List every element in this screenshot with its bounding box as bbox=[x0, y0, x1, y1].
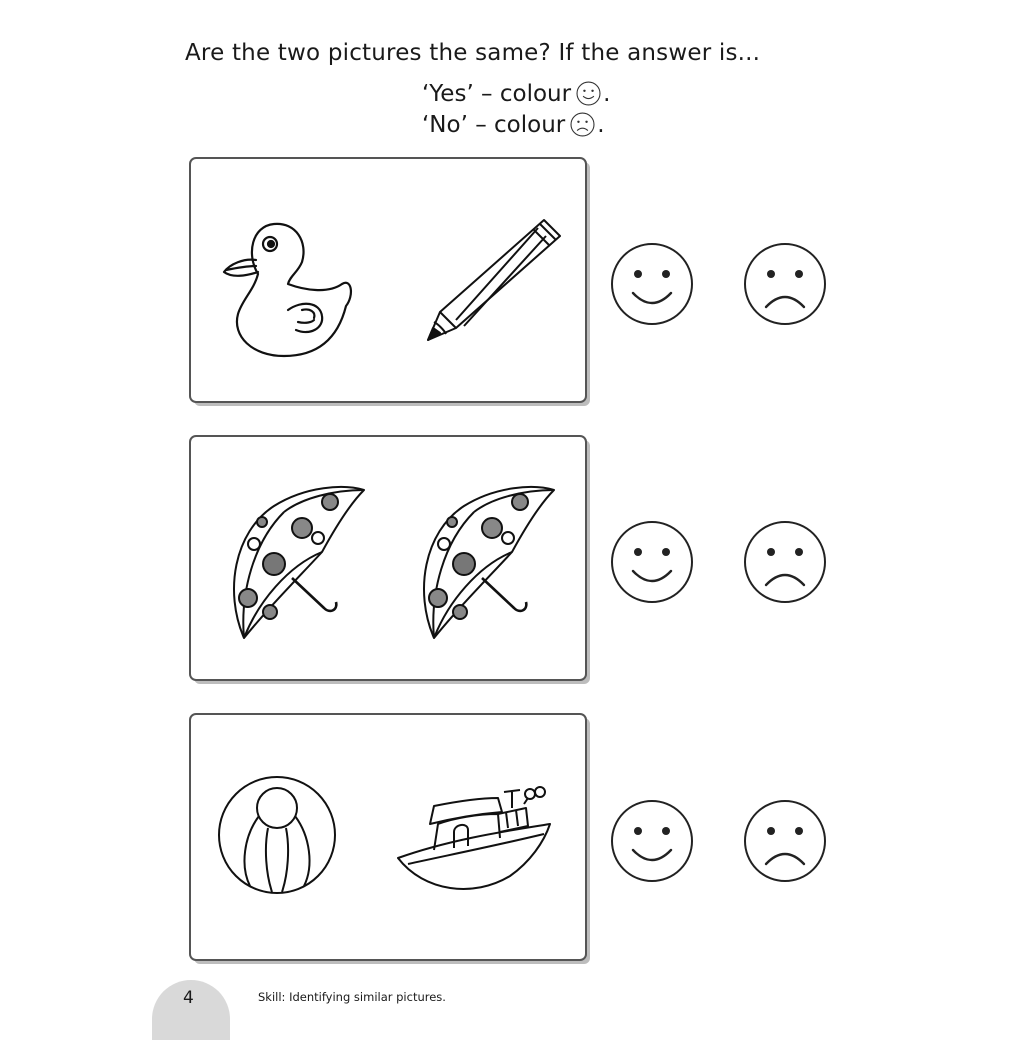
sad-face-icon[interactable] bbox=[742, 798, 828, 884]
yes-rule-label: ‘Yes’ – colour bbox=[422, 80, 572, 107]
yes-rule bbox=[422, 80, 610, 107]
boat-icon bbox=[394, 772, 554, 902]
happy-face-icon[interactable] bbox=[609, 241, 695, 327]
no-rule-label: ‘No’ – colour bbox=[422, 111, 566, 138]
yes-rule-period: . bbox=[603, 80, 611, 107]
question-heading: Are the two pictures the same? If the answer is... bbox=[185, 40, 761, 66]
happy-face-icon[interactable] bbox=[609, 519, 695, 605]
happy-face-icon[interactable] bbox=[609, 798, 695, 884]
umbrella-icon bbox=[214, 482, 374, 642]
umbrella-icon bbox=[404, 482, 564, 642]
sad-face-icon[interactable] bbox=[742, 519, 828, 605]
mini-sad-face-icon bbox=[569, 111, 596, 138]
pencil-icon bbox=[422, 214, 572, 349]
picture-panel-1 bbox=[188, 156, 592, 408]
page-number: 4 bbox=[183, 988, 194, 1008]
beach-ball-icon bbox=[216, 774, 338, 896]
no-rule-period: . bbox=[597, 111, 605, 138]
picture-panel-3 bbox=[188, 712, 592, 966]
picture-panel-2 bbox=[188, 434, 592, 686]
duck-icon bbox=[218, 214, 358, 364]
mini-happy-face-icon bbox=[575, 80, 602, 107]
skill-caption: Skill: Identifying similar pictures. bbox=[258, 990, 446, 1004]
sad-face-icon[interactable] bbox=[742, 241, 828, 327]
no-rule bbox=[422, 111, 605, 138]
